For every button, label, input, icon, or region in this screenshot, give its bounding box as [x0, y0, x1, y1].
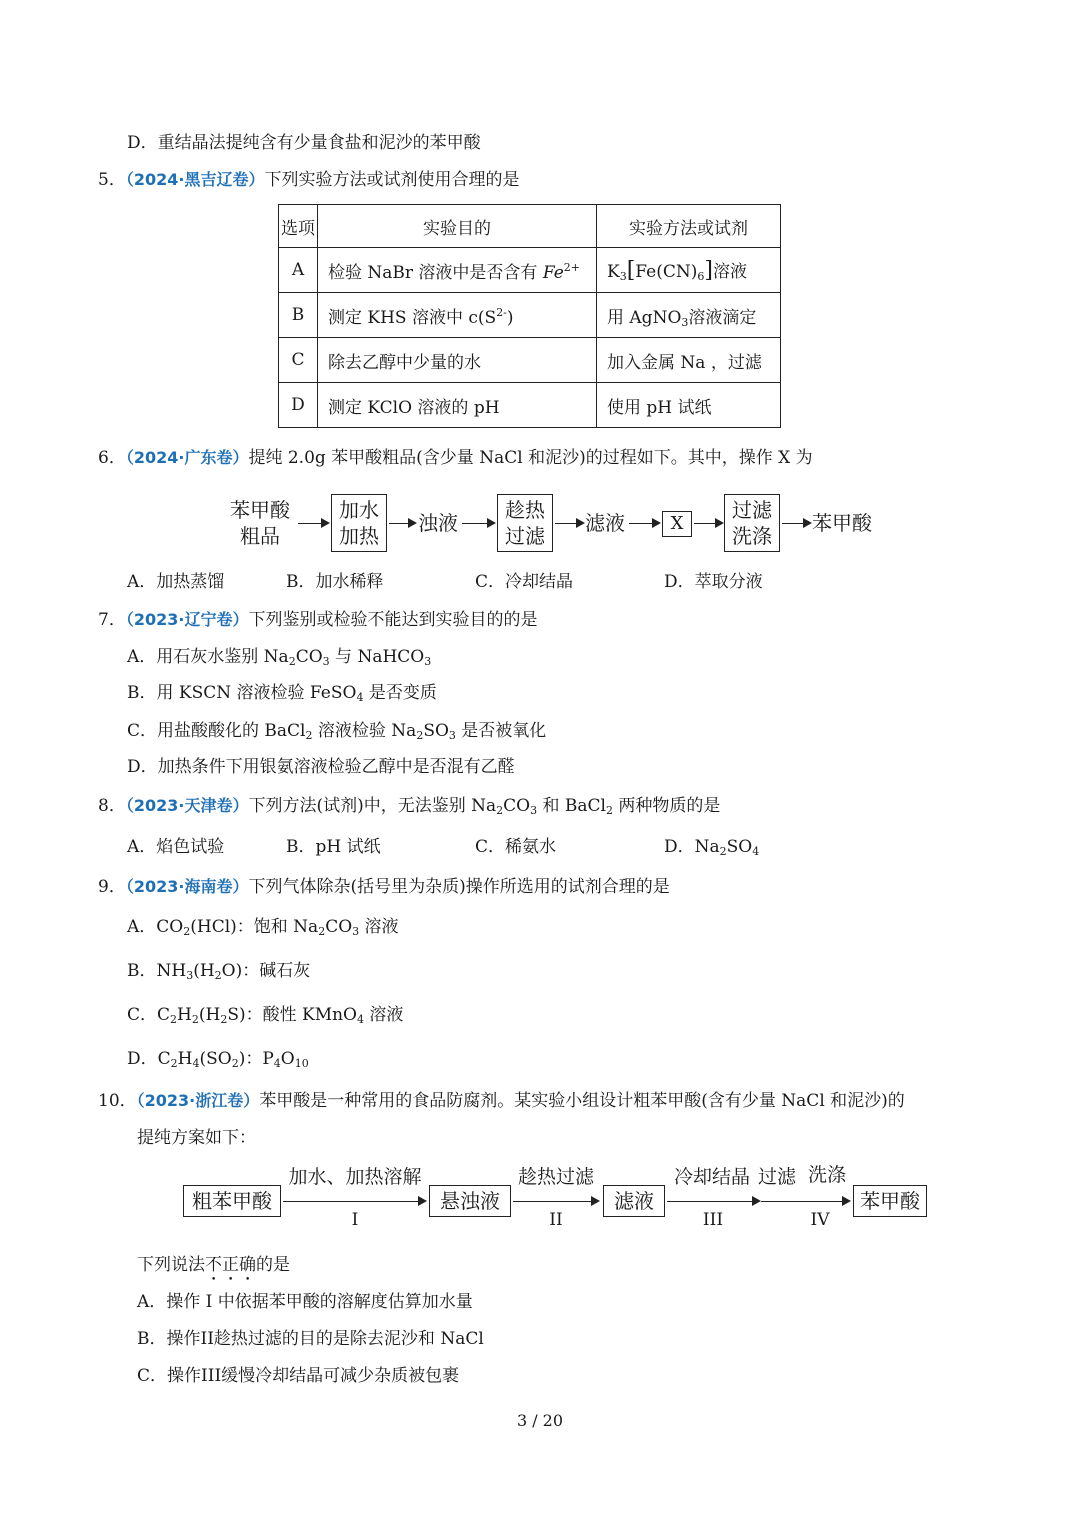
- q6-option-d: D．萃取分液: [664, 572, 763, 592]
- q10-source: （2023·浙江卷）: [136, 1091, 260, 1110]
- flow-op-4: 洗涤: [807, 1164, 846, 1186]
- table-row: A 检验 NaBr 溶液中是否含有 $Fe^{2+}$ $K_3[Fe(CN)_6]$溶液: [279, 248, 781, 293]
- q7-option-a: A．用石灰水鉴别 $Na_2CO_3$ 与 NaHCO$_3$: [127, 647, 432, 668]
- q6-source: （2024·广东卷）: [125, 448, 249, 467]
- flow-box-product: 苯甲酸: [853, 1185, 927, 1217]
- question-7-stem: 7．（2023·辽宁卷）下列鉴别或检验不能达到实验目的的是: [98, 610, 538, 630]
- flow-filtrate: 滤液: [585, 511, 625, 535]
- question-10-stem-cont: 提纯方案如下：: [137, 1128, 256, 1148]
- q6-option-a: A．加热蒸馏: [127, 572, 225, 592]
- flow-arrow: [694, 523, 722, 524]
- flow-op-2: 趁热过滤: [517, 1166, 594, 1188]
- q10-option-c: C．操作III缓慢冷却结晶可减少杂质被包裹: [137, 1366, 460, 1386]
- question-8-stem: 8．（2023·天津卷）下列方法(试剂)中，无法鉴别 $Na_2CO_3$ 和 BaCl$_2$ 两种物质的是: [98, 796, 721, 817]
- question-10-stem: 10．（2023·浙江卷）苯甲酸是一种常用的食品防腐剂。某实验小组设计粗苯甲酸(含有少量 NaCl 和泥沙)的: [98, 1091, 905, 1111]
- flow-arrow: [782, 523, 810, 524]
- table-row: D 测定 KClO 溶液的 pH 使用 pH 试纸: [279, 383, 781, 428]
- q7-option-b: B．用 KSCN 溶液检验 FeSO$_4$ 是否变质: [127, 683, 437, 704]
- flow-arrow: [629, 523, 659, 524]
- flow-arrow: [555, 523, 583, 524]
- flow-arrow: [283, 1201, 425, 1202]
- flow-arrow: [298, 523, 328, 524]
- flow-box-add-water-heat: 加水 加热: [331, 494, 387, 552]
- flow-roman-4: IV: [810, 1210, 830, 1230]
- question-9-stem: 9．（2023·海南卷）下列气体除杂(括号里为杂质)操作所选用的试剂合理的是: [98, 877, 670, 897]
- q4-option-d: D．重结晶法提纯含有少量食盐和泥沙的苯甲酸: [127, 133, 481, 153]
- flow-box-x: X: [662, 511, 692, 537]
- flow-box-hot-filter: 趁热 过滤: [497, 494, 553, 552]
- q5-source: （2024·黑吉辽卷）: [125, 170, 265, 189]
- flow-box-filtrate: 滤液: [603, 1185, 665, 1217]
- q8-source: （2023·天津卷）: [125, 796, 249, 815]
- flow-box-filter-wash: 过滤 洗涤: [724, 494, 780, 552]
- q7-source: （2023·辽宁卷）: [125, 610, 249, 629]
- q9-option-b: B．$NH_3(H_2O)$：碱石灰: [127, 961, 311, 982]
- q10-option-a: A．操作 I 中依据苯甲酸的溶解度估算加水量: [137, 1292, 473, 1312]
- question-5-stem: 5．（2024·黑吉辽卷）下列实验方法或试剂使用合理的是: [98, 170, 520, 190]
- flow-box-suspension: 悬浊液: [429, 1185, 511, 1217]
- flow-arrow: [667, 1201, 759, 1202]
- table-row: C 除去乙醇中少量的水 加入金属 Na ，过滤: [279, 338, 781, 383]
- flow-op-3: 冷却结晶: [673, 1166, 750, 1188]
- header-method: 实验方法或试剂: [597, 205, 781, 248]
- q5-table: [278, 204, 781, 428]
- flow-op-1: 加水、加热溶解: [288, 1166, 422, 1188]
- q9-source: （2023·海南卷）: [125, 877, 249, 896]
- flow-arrow: [389, 523, 415, 524]
- flow-arrow: [462, 523, 494, 524]
- header-option: 选项: [279, 205, 318, 248]
- question-6-stem: 6．（2024·广东卷）提纯 2.0g 苯甲酸粗品(含少量 NaCl 和泥沙)的过程如下。其中，操作 X 为: [98, 448, 813, 468]
- q9-option-c: C．$C_2H_2(H_2S)$：酸性 KMnO$_4$ 溶液: [127, 1005, 404, 1026]
- flow-start: 苯甲酸 粗品: [230, 498, 290, 548]
- q6-option-c: C．冷却结晶: [475, 572, 574, 592]
- flow-roman-3: III: [702, 1210, 724, 1230]
- q9-option-a: A．$CO_2(HCl)$：饱和 $Na_2CO_3$ 溶液: [127, 917, 399, 938]
- q7-option-c: C．用盐酸酸化的 BaCl$_2$ 溶液检验 $Na_2SO_3$ 是否被氧化: [127, 721, 547, 742]
- table-row: B 测定 KHS 溶液中 $c(S^{2-})$ 用 AgNO$_3$溶液滴定: [279, 293, 781, 338]
- q10-option-b: B．操作II趁热过滤的目的是除去泥沙和 NaCl: [137, 1329, 484, 1349]
- q9-option-d: D．$C_2H_4(SO_2)$：$P_4O_{10}$: [127, 1049, 309, 1070]
- flow-arrow: [513, 1201, 598, 1202]
- flow-end: 苯甲酸: [812, 511, 872, 535]
- emphasis-not-correct: 不正确: [205, 1255, 256, 1275]
- flow-roman-1: I: [351, 1210, 359, 1230]
- q6-option-b: B．加水稀释: [286, 572, 384, 592]
- q8-option-a: A．焰色试验: [127, 837, 225, 857]
- page-number: 3 / 20: [516, 1411, 564, 1430]
- flow-op-3b: 过滤: [757, 1166, 796, 1188]
- q8-option-b: B．pH 试纸: [286, 837, 381, 857]
- flow-roman-2: II: [549, 1210, 563, 1230]
- q8-option-d: D．$Na_2SO_4$: [664, 837, 760, 858]
- flow-box-crude: 粗苯甲酸: [183, 1185, 281, 1217]
- q8-option-c: C．稀氨水: [475, 837, 557, 857]
- q7-option-d: D．加热条件下用银氨溶液检验乙醇中是否混有乙醛: [127, 757, 515, 777]
- flow-turbid: 浊液: [418, 511, 458, 535]
- header-purpose: 实验目的: [318, 205, 597, 248]
- flow-arrow: [761, 1201, 849, 1202]
- q10-question: 下列说法不正确的是: [137, 1255, 290, 1275]
